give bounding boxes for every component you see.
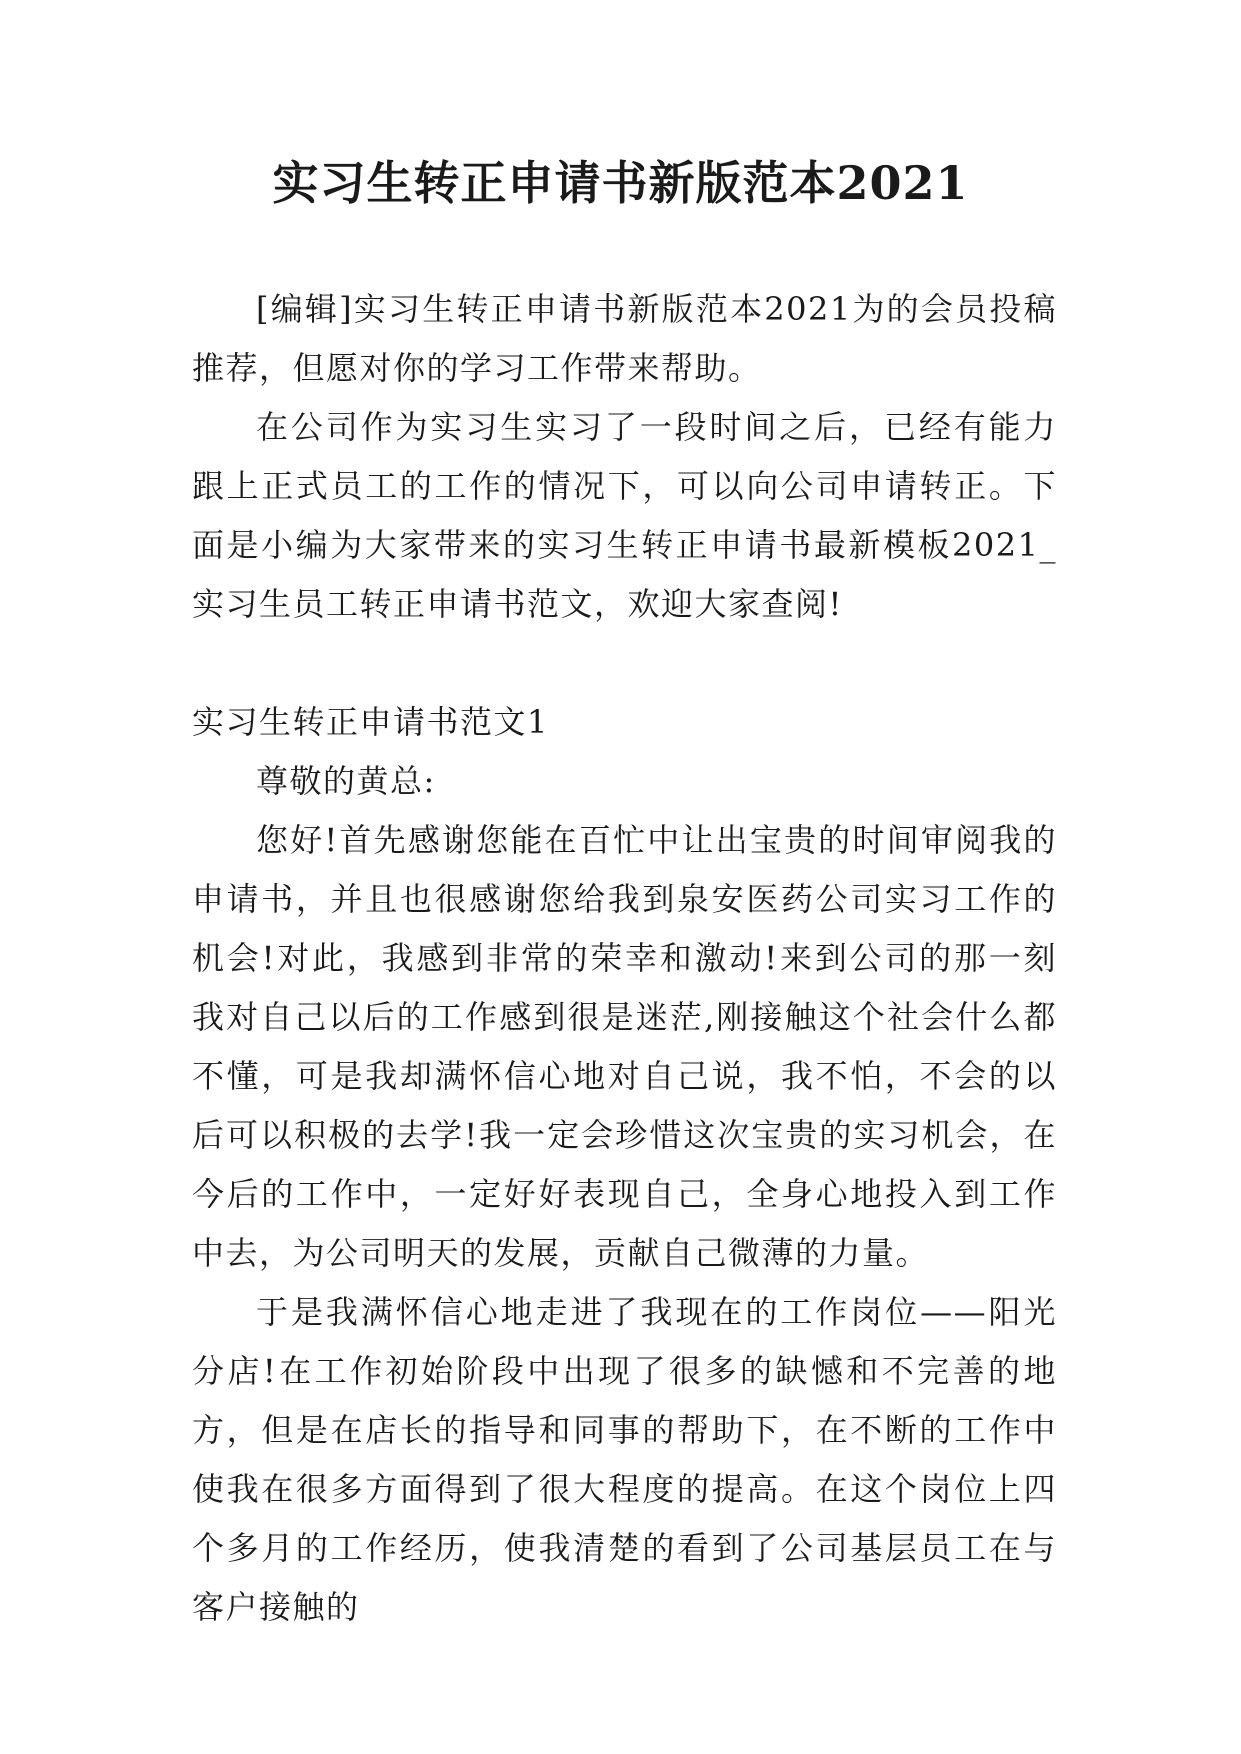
salutation: 尊敬的黄总: <box>256 762 436 800</box>
intro-paragraph-2: 在公司作为实习生实习了一段时间之后，已经有能力跟上正式员工的工作的情况下，可以向公司申请转正。下面是小编为大家带来的实习生转正申请书最新模板2021_实习生员工转正申请书范文，欢迎大家查阅! <box>192 408 1057 623</box>
section-heading: 实习生转正申请书范文1 <box>192 703 549 741</box>
body-paragraph-1: 您好!首先感谢您能在百忙中让出宝贵的时间审阅我的申请书，并且也很感谢您给我到泉安医药公司实习工作的机会!对此，我感到非常的荣幸和激动!来到公司的那一刻我对自己以后的工作感到很是迷茫,刚接触这个社会什么都不懂，可是我却满怀信心地对自己说，我不怕，不会的以后可以积极的去学!我一定会珍惜这次宝贵的实习机会，在今后的工作中，一定好好表现自己，全身心地投入到工作中去，为公司明天的发展，贡献自己微薄的力量。 <box>192 821 1057 1272</box>
document-title: 实习生转正申请书新版范本2021 <box>272 156 969 210</box>
intro-paragraph-1: [编辑]实习生转正申请书新版范本2021为的会员投稿推荐，但愿对你的学习工作带来帮助。 <box>192 290 1057 387</box>
body-paragraph-2: 于是我满怀信心地走进了我现在的工作岗位——阳光分店!在工作初始阶段中出现了很多的缺憾和不完善的地方，但是在店长的指导和同事的帮助下，在不断的工作中使我在很多方面得到了很大程度的提高。在这个岗位上四个多月的工作经历，使我清楚的看到了公司基层员工在与客户接触的 <box>192 1293 1057 1626</box>
document-body <box>192 280 1057 1637</box>
